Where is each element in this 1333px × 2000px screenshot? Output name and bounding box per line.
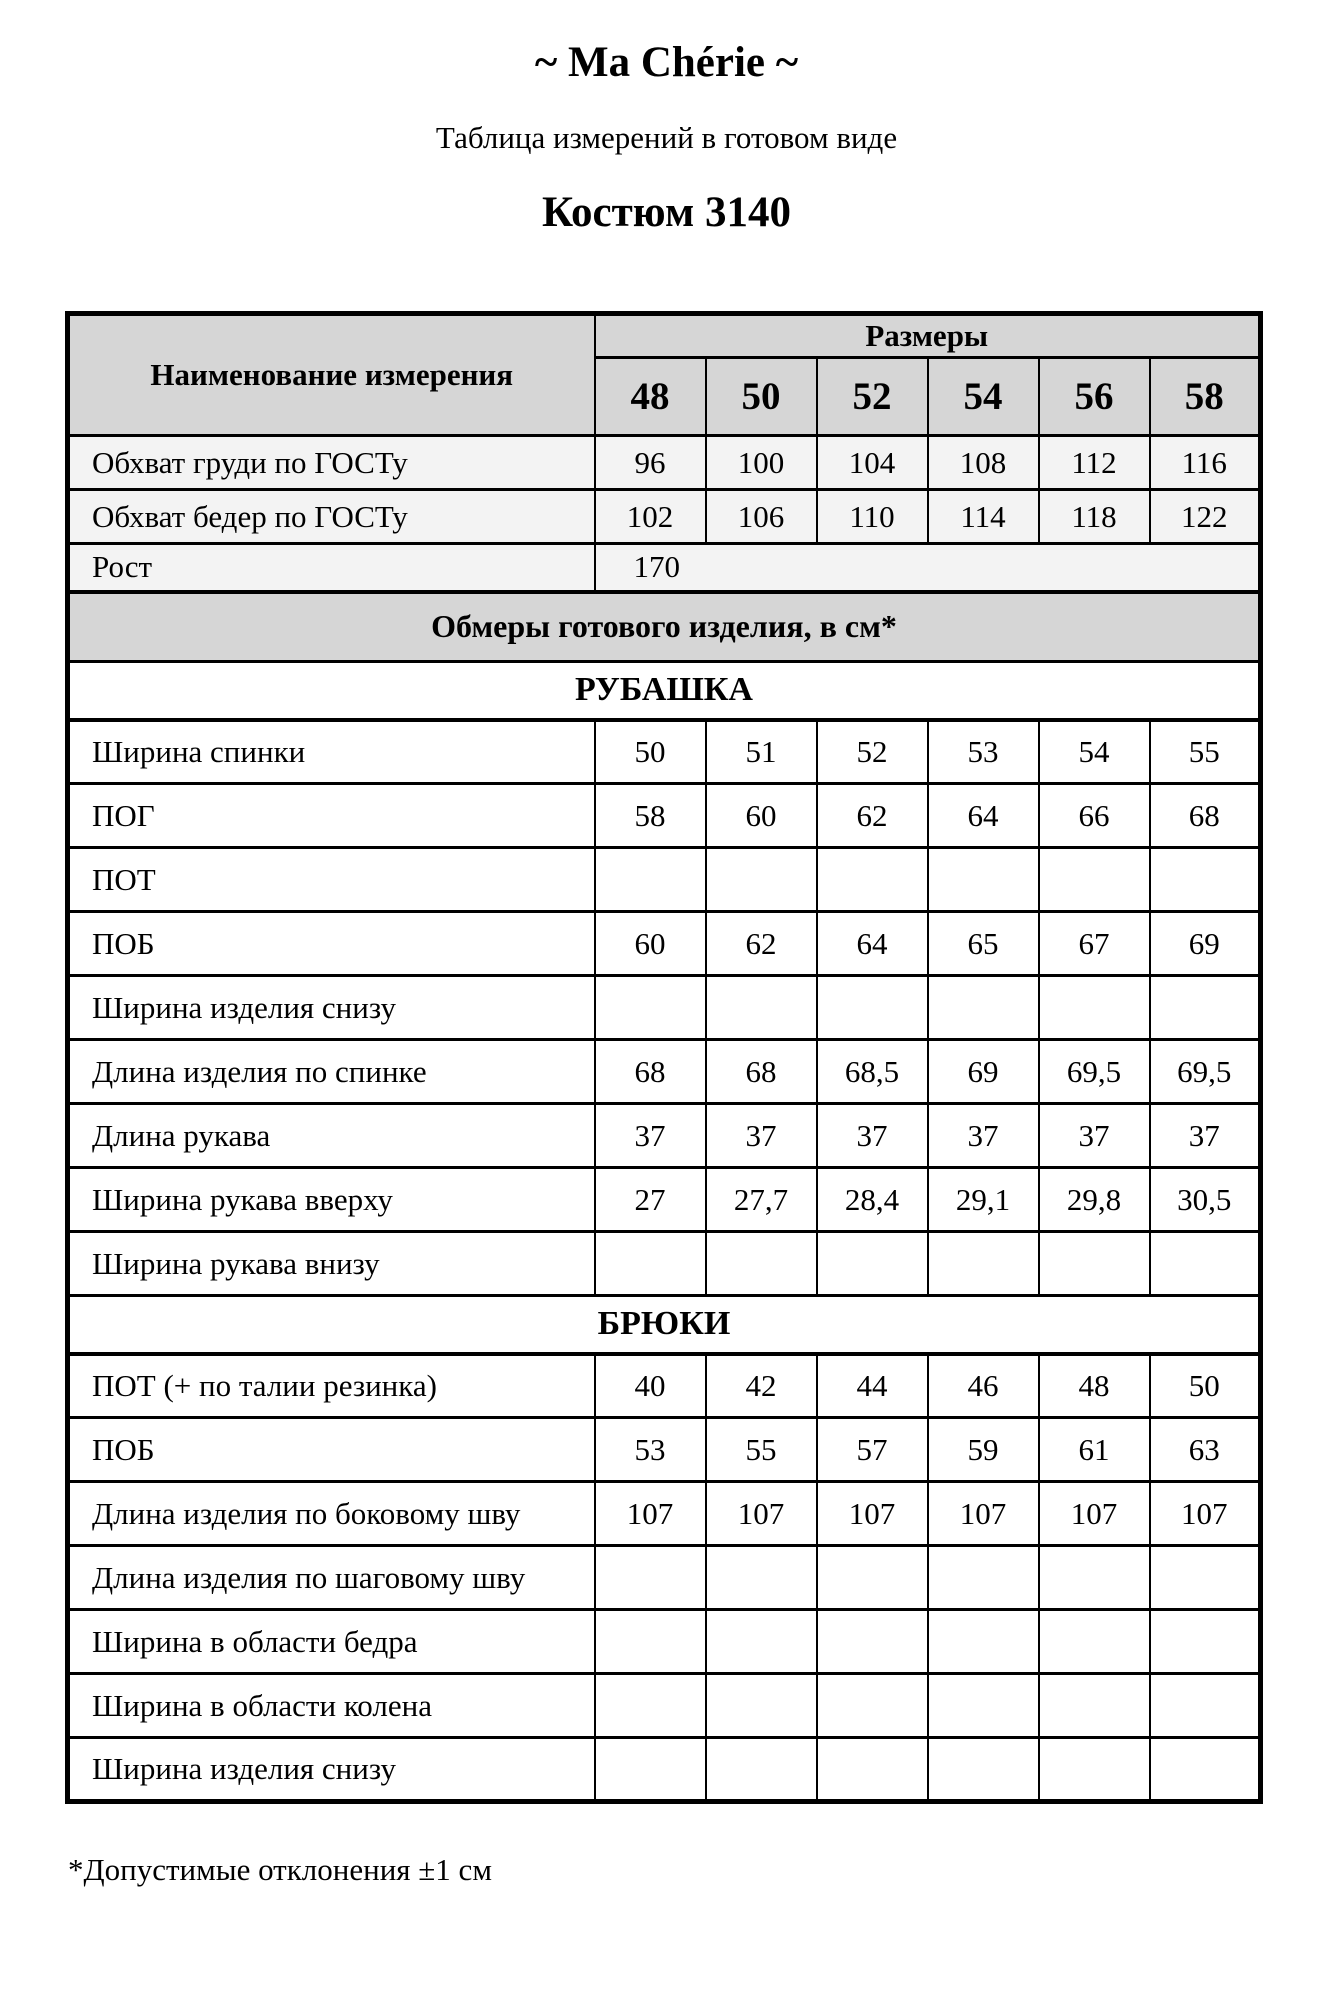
value-cell: 57 [817, 1418, 928, 1482]
value-cell [1150, 976, 1261, 1040]
row-label: Длина изделия по шаговому шву [68, 1546, 595, 1610]
value-cell: 65 [928, 912, 1039, 976]
table-row [68, 1232, 1261, 1296]
brand-title: ~ Ma Chérie ~ [534, 39, 799, 86]
value-cell [706, 976, 817, 1040]
table-row [68, 1104, 1261, 1168]
table-row [68, 912, 1261, 976]
value-cell: 69,5 [1039, 1040, 1150, 1104]
row-label: ПОБ [68, 912, 595, 976]
row-label: ПОГ [68, 784, 595, 848]
sizes-group-row [68, 314, 1261, 358]
table-row [68, 848, 1261, 912]
value-cell: 29,1 [928, 1168, 1039, 1232]
value-cell: 118 [1039, 490, 1150, 544]
size-header-50: 50 [706, 358, 817, 436]
row-label: ПОБ [68, 1418, 595, 1482]
value-cell: 68 [706, 1040, 817, 1104]
value-cell [928, 1610, 1039, 1674]
size-header-48: 48 [595, 358, 706, 436]
value-cell [817, 1610, 928, 1674]
value-cell: 62 [706, 912, 817, 976]
row-label: Ширина изделия снизу [68, 976, 595, 1040]
row-label: Рост [68, 544, 595, 592]
value-cell [928, 1674, 1039, 1738]
measurements-table [65, 311, 1263, 1804]
value-cell [1039, 1674, 1150, 1738]
value-cell: 107 [1039, 1482, 1150, 1546]
value-cell: 37 [595, 1104, 706, 1168]
table-row [68, 1482, 1261, 1546]
value-cell [595, 1674, 706, 1738]
value-cell [706, 1738, 817, 1802]
row-label: Ширина в области бедра [68, 1610, 595, 1674]
row-label: Ширина рукава вверху [68, 1168, 595, 1232]
value-cell [817, 1546, 928, 1610]
value-cell: 112 [1039, 436, 1150, 490]
value-cell: 37 [817, 1104, 928, 1168]
value-cell: 59 [928, 1418, 1039, 1482]
value-cell: 100 [706, 436, 817, 490]
value-cell [817, 1738, 928, 1802]
value-cell [595, 976, 706, 1040]
value-cell: 42 [706, 1354, 817, 1418]
value-cell: 69 [928, 1040, 1039, 1104]
product-title: Костюм 3140 [541, 189, 792, 236]
value-cell: 110 [817, 490, 928, 544]
value-cell [817, 976, 928, 1040]
table-row [68, 1168, 1261, 1232]
row-label: Обхват бедер по ГОСТу [68, 490, 595, 544]
value-cell: 55 [706, 1418, 817, 1482]
value-cell: 37 [1039, 1104, 1150, 1168]
table-header [68, 314, 1261, 436]
row-label: Длина изделия по боковому шву [68, 1482, 595, 1546]
value-cell: 107 [595, 1482, 706, 1546]
page-subtitle: Таблица измерений в готовом виде [435, 120, 898, 155]
value-cell [1039, 1232, 1150, 1296]
value-cell [1039, 976, 1150, 1040]
value-cell: 60 [706, 784, 817, 848]
value-cell: 63 [1150, 1418, 1261, 1482]
value-cell: 27,7 [706, 1168, 817, 1232]
table-row [68, 1354, 1261, 1418]
value-cell: 69,5 [1150, 1040, 1261, 1104]
value-cell: 107 [928, 1482, 1039, 1546]
table-row [68, 1040, 1261, 1104]
table-row [68, 1610, 1261, 1674]
name-column-header: Наименование измерения [68, 314, 595, 436]
value-cell: 116 [1150, 436, 1261, 490]
measurements-band-row [68, 592, 1261, 662]
value-cell [928, 976, 1039, 1040]
value-cell: 64 [817, 912, 928, 976]
value-cell: 107 [817, 1482, 928, 1546]
value-cell [1150, 1232, 1261, 1296]
section-title: РУБАШКА [68, 662, 1261, 720]
value-cell: 46 [928, 1354, 1039, 1418]
value-cell: 58 [595, 784, 706, 848]
value-cell [595, 1232, 706, 1296]
table-row [68, 976, 1261, 1040]
value-cell: 64 [928, 784, 1039, 848]
size-header-58: 58 [1150, 358, 1261, 436]
value-cell: 30,5 [1150, 1168, 1261, 1232]
value-cell [928, 1546, 1039, 1610]
value-cell [595, 1738, 706, 1802]
value-cell [1150, 1546, 1261, 1610]
value-cell: 61 [1039, 1418, 1150, 1482]
value-cell: 54 [1039, 720, 1150, 784]
section-title-row [68, 662, 1261, 720]
value-cell: 68 [595, 1040, 706, 1104]
value-cell [706, 1610, 817, 1674]
value-cell: 114 [928, 490, 1039, 544]
value-cell [706, 1232, 817, 1296]
row-label: ПОТ [68, 848, 595, 912]
table-row [68, 1546, 1261, 1610]
value-cell: 27 [595, 1168, 706, 1232]
size-header-54: 54 [928, 358, 1039, 436]
value-cell: 44 [817, 1354, 928, 1418]
value-cell: 108 [928, 436, 1039, 490]
value-cell: 50 [1150, 1354, 1261, 1418]
size-header-52: 52 [817, 358, 928, 436]
measurements-band-title: Обмеры готового изделия, в см* [68, 592, 1261, 662]
height-row [68, 544, 1261, 592]
table-row [68, 1674, 1261, 1738]
value-cell: 53 [928, 720, 1039, 784]
value-cell: 53 [595, 1418, 706, 1482]
value-cell [1150, 1738, 1261, 1802]
row-label: Длина изделия по спинке [68, 1040, 595, 1104]
height-value-cell: 170 [595, 544, 1261, 592]
table-row [68, 1418, 1261, 1482]
value-cell [595, 1546, 706, 1610]
value-cell: 102 [595, 490, 706, 544]
value-cell: 68 [1150, 784, 1261, 848]
table-row [68, 490, 1261, 544]
value-cell: 37 [1150, 1104, 1261, 1168]
table-row [68, 784, 1261, 848]
value-cell: 40 [595, 1354, 706, 1418]
value-cell: 60 [595, 912, 706, 976]
value-cell: 28,4 [817, 1168, 928, 1232]
value-cell [817, 1674, 928, 1738]
row-label: ПОТ (+ по талии резинка) [68, 1354, 595, 1418]
row-label: Обхват груди по ГОСТу [68, 436, 595, 490]
value-cell: 122 [1150, 490, 1261, 544]
value-cell: 107 [1150, 1482, 1261, 1546]
value-cell: 55 [1150, 720, 1261, 784]
row-label: Ширина изделия снизу [68, 1738, 595, 1802]
size-header-56: 56 [1039, 358, 1150, 436]
value-cell: 66 [1039, 784, 1150, 848]
value-cell: 69 [1150, 912, 1261, 976]
value-cell [1039, 1546, 1150, 1610]
table-row [68, 720, 1261, 784]
value-cell: 107 [706, 1482, 817, 1546]
value-cell: 62 [817, 784, 928, 848]
value-cell: 52 [817, 720, 928, 784]
value-cell [928, 1738, 1039, 1802]
value-cell [817, 1232, 928, 1296]
row-label: Ширина в области колена [68, 1674, 595, 1738]
value-cell: 106 [706, 490, 817, 544]
value-cell: 37 [706, 1104, 817, 1168]
value-cell: 104 [817, 436, 928, 490]
value-cell: 96 [595, 436, 706, 490]
value-cell: 51 [706, 720, 817, 784]
value-cell [1039, 1738, 1150, 1802]
value-cell [928, 848, 1039, 912]
value-cell [928, 1232, 1039, 1296]
value-cell: 68,5 [817, 1040, 928, 1104]
value-cell: 37 [928, 1104, 1039, 1168]
value-cell [1150, 1674, 1261, 1738]
value-cell [1150, 848, 1261, 912]
value-cell: 29,8 [1039, 1168, 1150, 1232]
value-cell [817, 848, 928, 912]
row-label: Ширина рукава внизу [68, 1232, 595, 1296]
table-row [68, 436, 1261, 490]
sizes-group-header: Размеры [595, 314, 1261, 358]
value-cell [595, 848, 706, 912]
value-cell [706, 1546, 817, 1610]
row-label: Длина рукава [68, 1104, 595, 1168]
value-cell [1039, 1610, 1150, 1674]
row-label: Ширина спинки [68, 720, 595, 784]
value-cell: 50 [595, 720, 706, 784]
value-cell: 67 [1039, 912, 1150, 976]
section-title: БРЮКИ [68, 1296, 1261, 1354]
section-title-row [68, 1296, 1261, 1354]
value-cell [1039, 848, 1150, 912]
value-cell: 48 [1039, 1354, 1150, 1418]
value-cell [706, 848, 817, 912]
table-body [68, 436, 1261, 1802]
tolerance-footnote: *Допустимые отклонения ±1 см [68, 1852, 492, 1887]
table-row [68, 1738, 1261, 1802]
value-cell [706, 1674, 817, 1738]
value-cell [595, 1610, 706, 1674]
value-cell [1150, 1610, 1261, 1674]
